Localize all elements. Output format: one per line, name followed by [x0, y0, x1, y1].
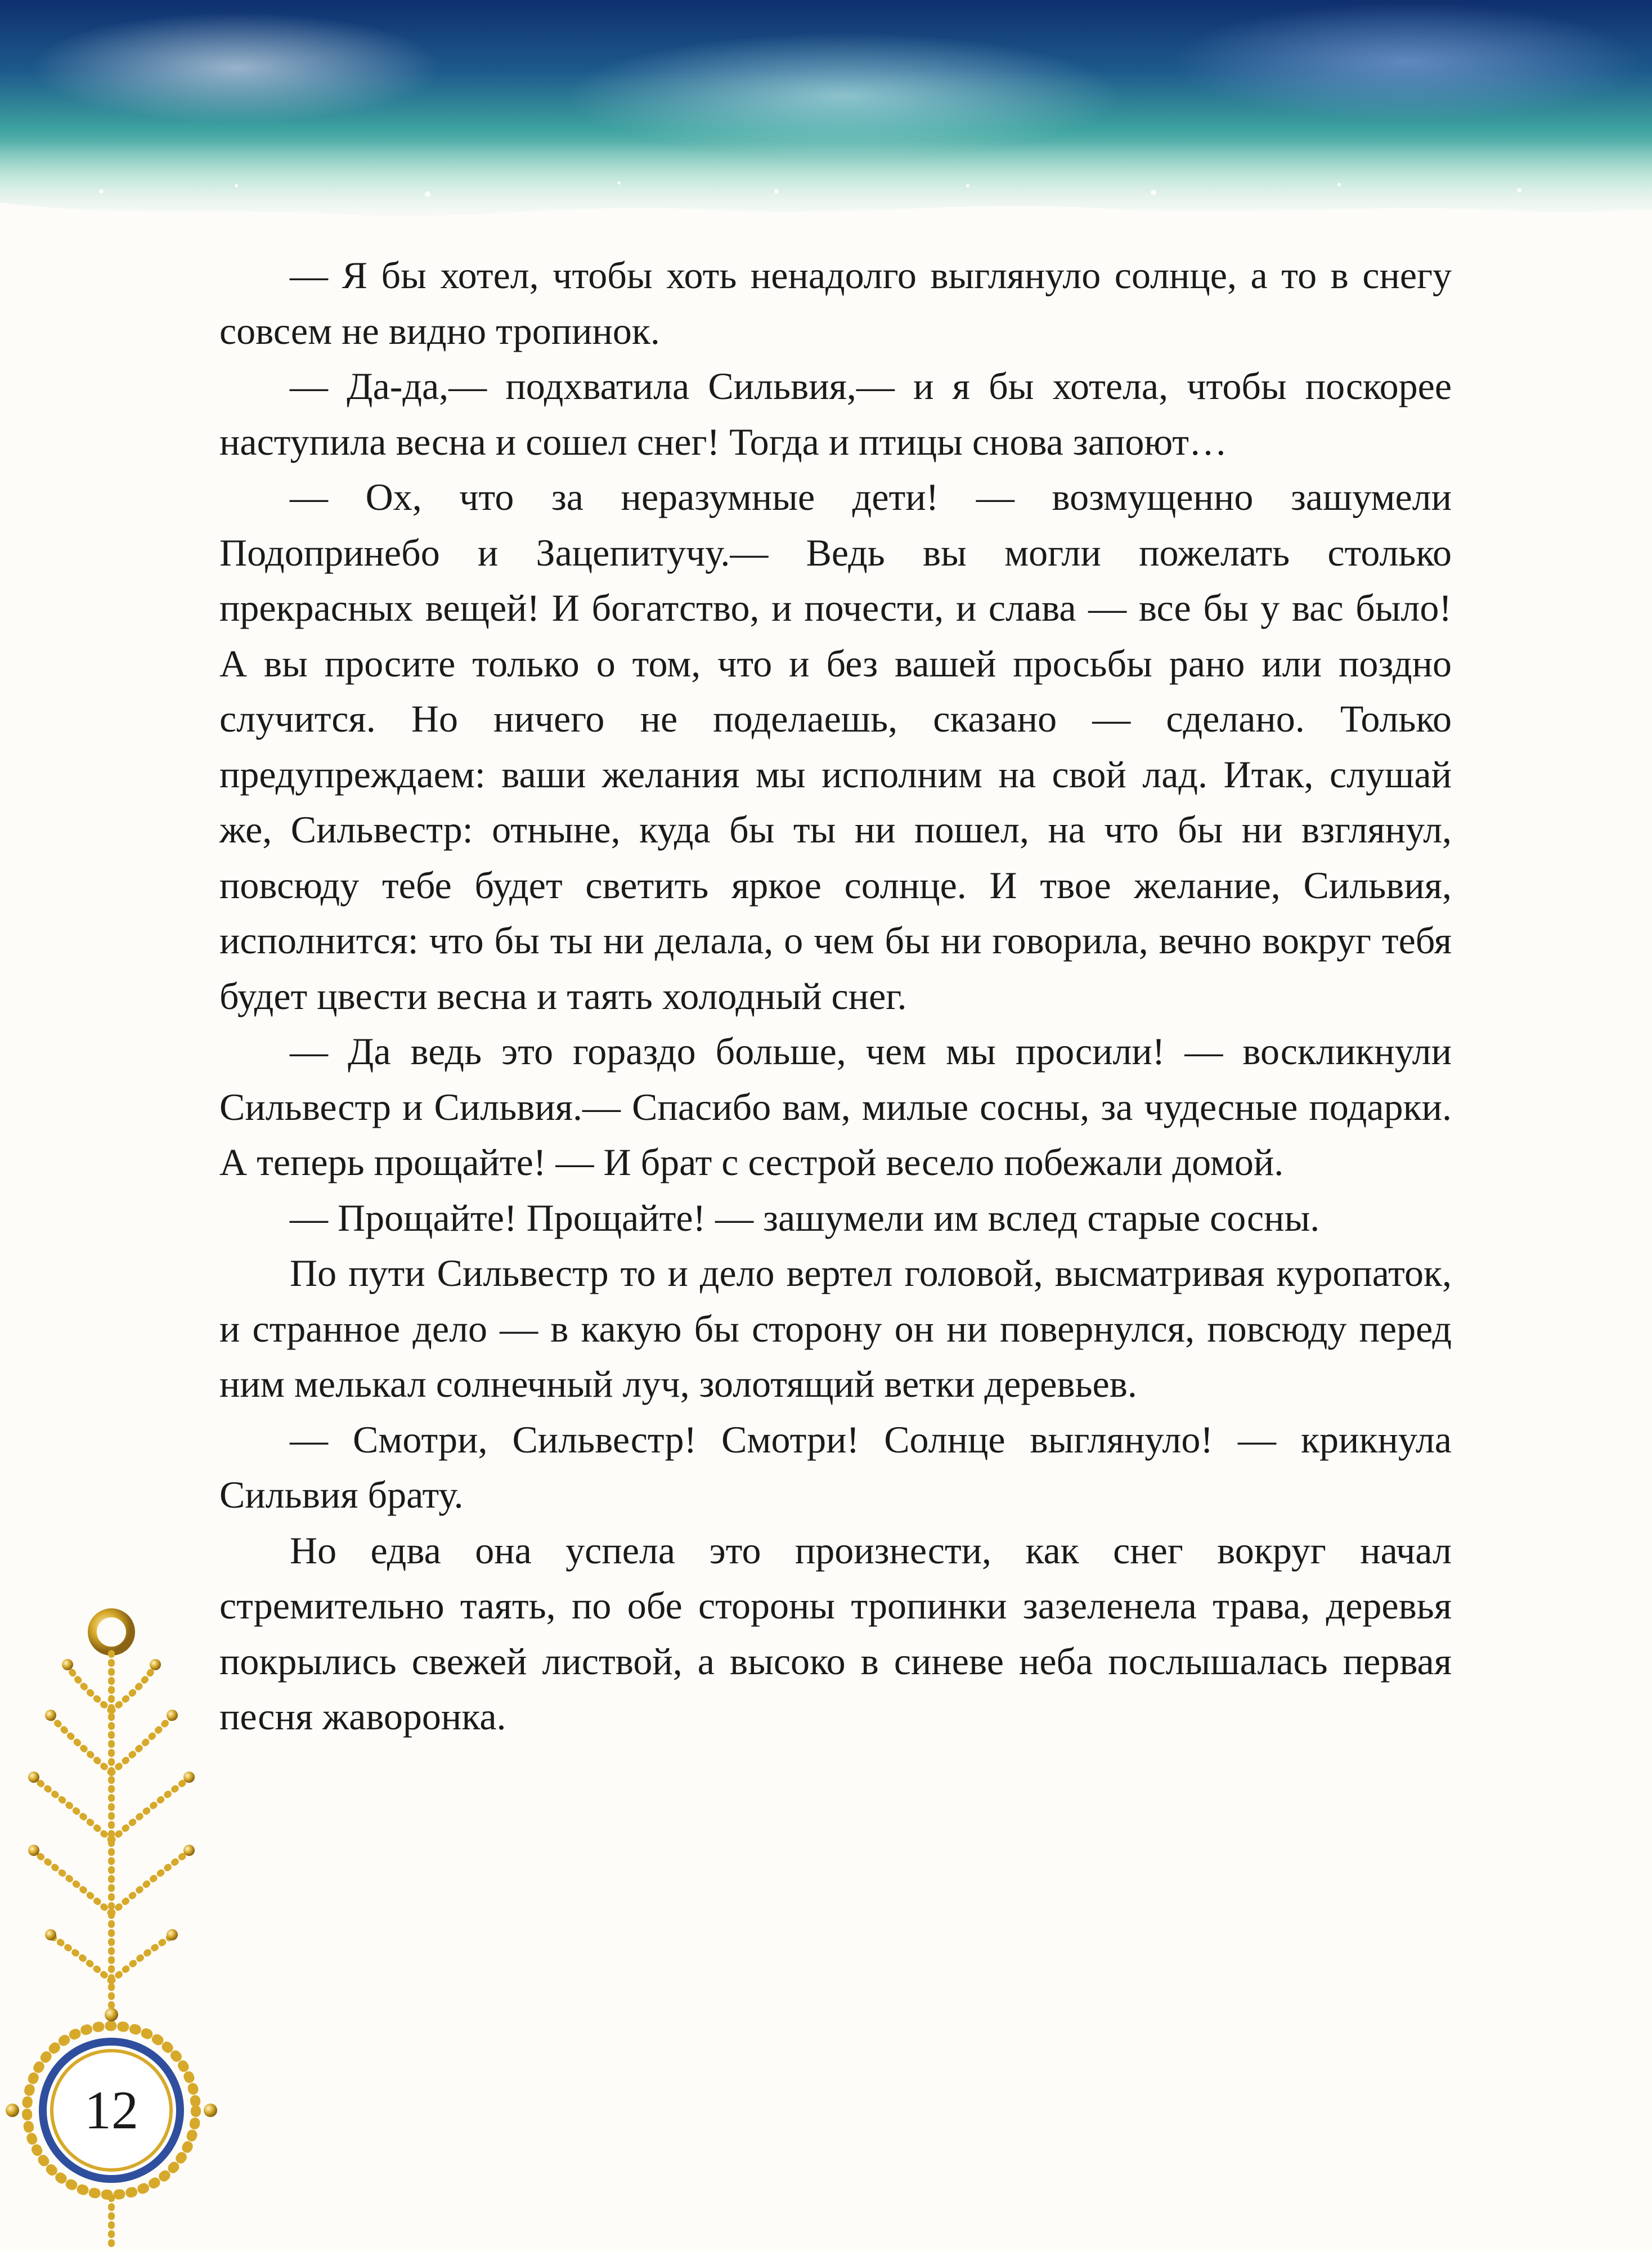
- paragraph: По пути Сильвестр то и дело вертел головой, высматривая куропаток, и странное дело — в какую бы сторону он ни повернулся, повсюду перед ним мелькал солнечный луч, золотящий ветки деревьев.: [219, 1252, 1452, 1405]
- paragraph: — Да ведь это гораздо больше, чем мы просили! — воскликнули Сильвестр и Сильвия.— Спасибо вам, милые сосны, за чудесные подарки. А теперь прощайте! — И брат с сестрой весело побежали домой.: [219, 1030, 1452, 1183]
- paragraph: — Да-да,— подхватила Сильвия,— и я бы хотела, чтобы поскорее наступила весна и сошел снег! Тогда и птицы снова запоют…: [219, 365, 1452, 463]
- paragraph: — Ох, что за неразумные дети! — возмущенно зашумели Подопринебо и Зацепитучу.— Ведь вы могли пожелать столько прекрасных вещей! И богатство, и почести, и слава — все бы у вас было! А вы просите только о том, что и без вашей просьбы рано или поздно случится. Но ничего не поделаешь, сказано — сделано. Только предупреждаем: ваши желания мы исполним на свой лад. Итак, слушай же, Сильвестр: отныне, куда бы ты ни пошел, на что бы ни взглянул, повсюду тебе будет светить яркое солнце. И твое желание, Сильвия, исполнится: что бы ты ни делала, о чем бы ни говорила, вечно вокруг тебя будет цвести весна и таять холодный снег.: [219, 476, 1452, 1017]
- story-text: [219, 248, 1452, 1745]
- paragraph: — Прощайте! Прощайте! — зашумели им вслед старые сосны.: [290, 1196, 1320, 1239]
- paragraph: — Смотри, Сильвестр! Смотри! Солнце выглянуло! — крикнула Сильвия брату.: [219, 1418, 1452, 1516]
- snow-edge-decoration: [0, 169, 1652, 248]
- paragraph: — Я бы хотел, чтобы хоть ненадолго выглянуло солнце, а то в снегу совсем не видно тропинок.: [219, 254, 1452, 352]
- page-number: 12: [84, 2080, 138, 2140]
- paragraph: Но едва она успела это произнести, как снег вокруг начал стремительно таять, по обе стороны тропинки зазеленела трава, деревья покрылись свежей листвой, а высоко в синеве неба послышалась первая песня жаворонка.: [219, 1528, 1452, 1738]
- gold-bead-branch-ornament: [0, 1587, 225, 2251]
